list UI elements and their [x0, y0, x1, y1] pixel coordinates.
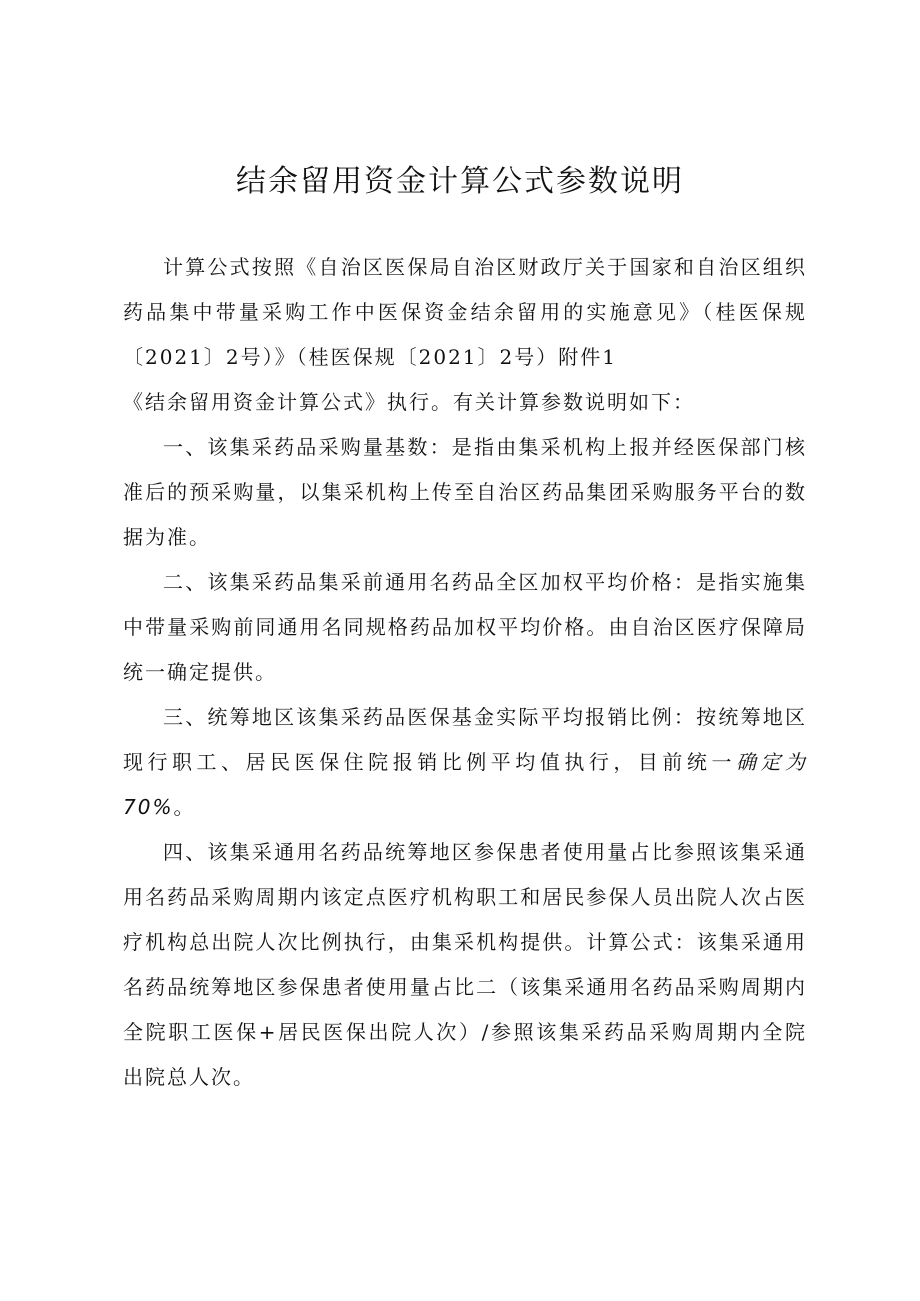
item-paragraph-3 — [123, 695, 807, 830]
item-paragraph-4: 四、该集采通用名药品统筹地区参保患者使用量占比参照该集采通用名药品采购周期内该定点医疗机构职工和居民参保人员出院人次占医疗机构总出院人次比例执行，由集采机构提供。计算公式：该集采通用名药品统筹地区参保患者使用量占比二（该集采通用名药品采购周期内全院职工医保+居民医保出院人次）/参照该集采药品采购周期内全院出院总人次。 — [123, 840, 807, 1089]
item-paragraph-1: 一、该集采药品采购量基数：是指由集采机构上报并经医保部门核准后的预采购量，以集采机构上传至自治区药品集团采购服务平台的数据为准。 — [123, 435, 807, 549]
item-paragraph-2: 二、该集采药品集采前通用名药品全区加权平均价格：是指实施集中带量采购前同通用名同规格药品加权平均价格。由自治区医疗保障局统一确定提供。 — [123, 570, 807, 684]
intro-paragraph-continuation: 《结余留用资金计算公式》执行。有关计算参数说明如下： — [123, 390, 695, 414]
document-title: 结余留用资金计算公式参数说明 — [236, 164, 684, 199]
item-3-emphasis-text: 确定为70% — [123, 750, 808, 819]
document-body — [123, 245, 807, 1100]
intro-paragraph: 计算公式按照《自治区医保局自治区财政厅关于国家和自治区组织药品集中带量采购工作中医保资金结余留用的实施意见》（桂医保规〔2021〕2号）》（桂医保规〔2021〕2号）附件1 — [123, 255, 807, 369]
item-3-end-text: 。 — [173, 795, 196, 819]
item-3-main-text: 三、统筹地区该集采药品医保基金实际平均报销比例：按统筹地区现行职工、居民医保住院报销比例平均值执行，目前统一 — [123, 705, 807, 774]
